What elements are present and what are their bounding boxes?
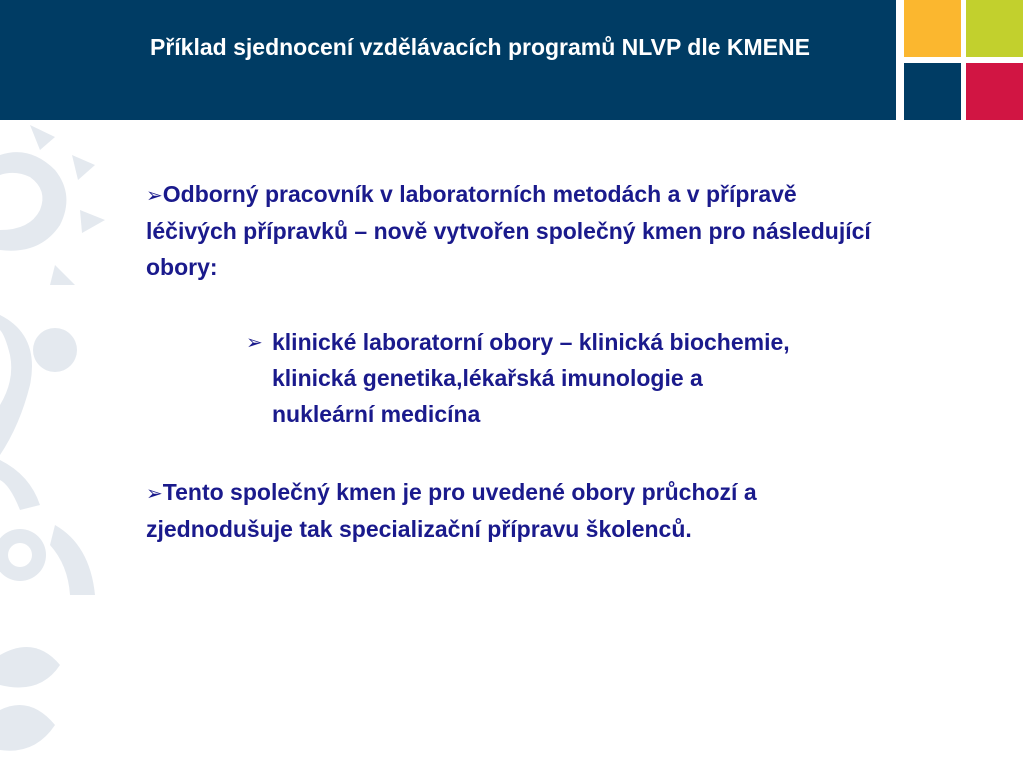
title-bar	[0, 0, 896, 120]
arrow-bullet-icon: ➢	[146, 183, 163, 207]
corner-tile-navy	[904, 63, 961, 120]
corner-tile-orange	[904, 0, 961, 57]
arrow-bullet-icon: ➢	[246, 330, 263, 354]
bullet-text-1: Odborný pracovník v laboratorních metodách a v přípravě léčivých přípravků – nově vytvořen společný kmen pro následující obory:	[146, 181, 871, 280]
corner-tile-green	[966, 0, 1023, 57]
slide-title: Příklad sjednocení vzdělávacích programů NLVP dle KMENE	[150, 34, 810, 60]
decorative-figures-graphic	[0, 125, 110, 768]
arrow-bullet-icon: ➢	[146, 481, 163, 505]
bullet-item-3	[146, 474, 906, 547]
bullet-item-1	[146, 176, 886, 285]
bullet-text-2: klinické laboratorní obory – klinická biochemie, klinická genetika,lékařská imunologie a nukleární medicína	[272, 329, 790, 427]
bullet-item-2	[246, 324, 792, 432]
bullet-text-3: Tento společný kmen je pro uvedené obory průchozí a zjednodušuje tak specializační přípravu školenců.	[146, 479, 757, 542]
corner-tile-red	[966, 63, 1023, 120]
